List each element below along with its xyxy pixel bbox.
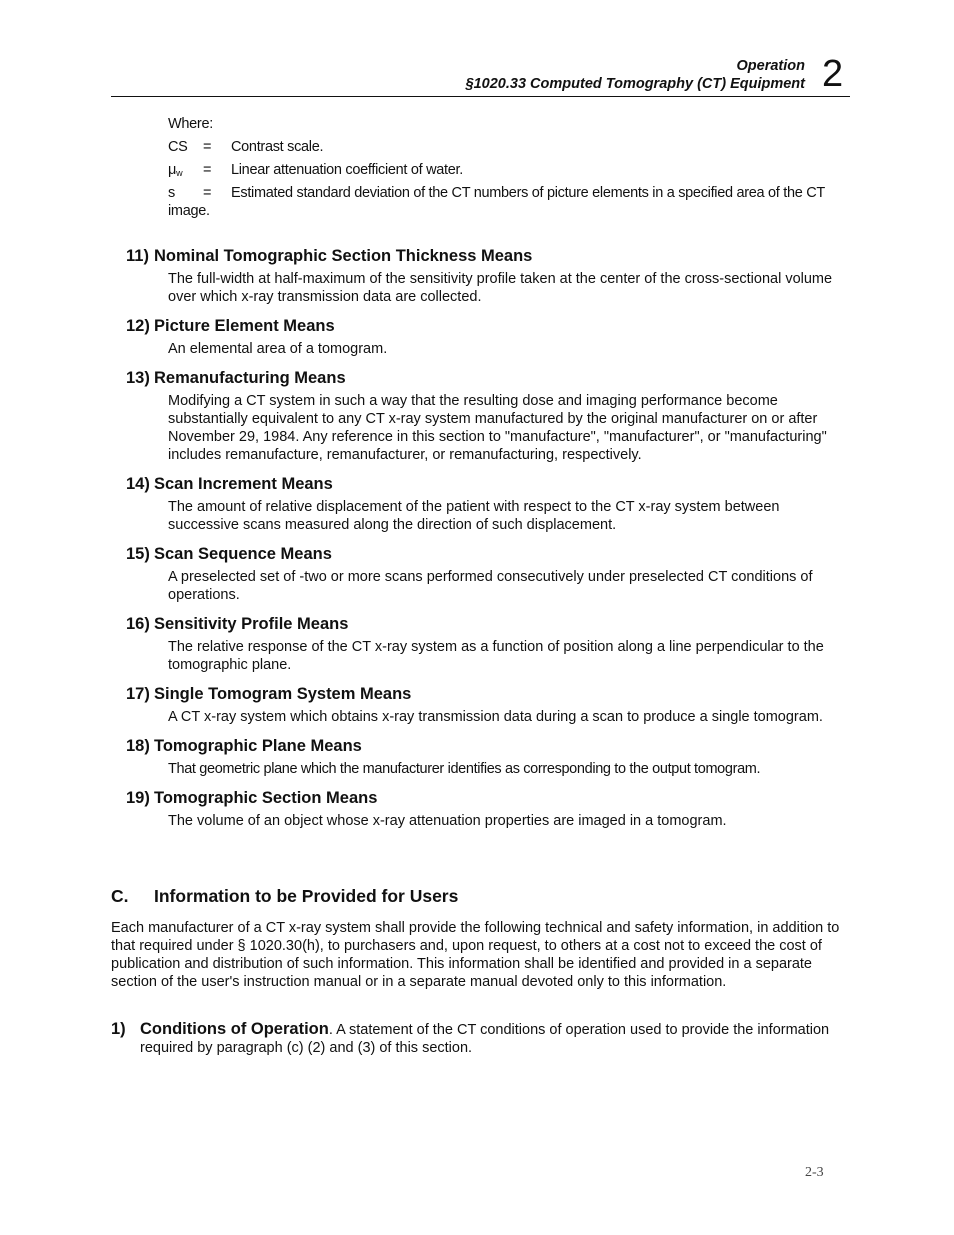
definition-heading xyxy=(126,246,838,266)
equals-sign: = xyxy=(203,139,212,155)
definition-number: 19) xyxy=(126,789,150,807)
item-text-block xyxy=(140,1020,846,1057)
definition-heading xyxy=(126,788,838,808)
term-symbol xyxy=(168,161,182,182)
definition-item xyxy=(126,684,838,726)
definition-title: Scan Increment Means xyxy=(154,475,333,493)
definition-heading xyxy=(126,544,838,564)
definition-number: 16) xyxy=(126,615,150,633)
definition-item xyxy=(126,368,838,464)
header-section: Operation xyxy=(736,58,805,74)
term-definition: Contrast scale. xyxy=(231,139,324,155)
definition-body: The relative response of the CT x-ray system as a function of position along a line perpendicular to the tomographic plane. xyxy=(168,639,824,673)
definition-number: 11) xyxy=(126,247,149,265)
where-label: Where: xyxy=(168,116,213,132)
definition-body: A preselected set of -two or more scans performed consecutively under preselected CT conditions of operations. xyxy=(168,569,813,603)
definition-title: Tomographic Plane Means xyxy=(154,737,362,755)
definition-title: Remanufacturing Means xyxy=(154,369,346,387)
item-text: . A statement of the CT conditions of operation used to provide the information required by paragraph (c) (2) and (3) of this section. xyxy=(140,1022,830,1056)
header-subsection: §1020.33 Computed Tomography (CT) Equipment xyxy=(465,76,805,92)
definition-item xyxy=(126,316,838,358)
definition-number: 13) xyxy=(126,369,150,387)
item-number: 1) xyxy=(111,1020,126,1038)
definition-heading xyxy=(126,684,838,704)
section-letter: C. xyxy=(111,886,129,906)
where-term xyxy=(168,138,838,156)
definition-body: An elemental area of a tomogram. xyxy=(168,341,388,357)
definition-heading xyxy=(126,368,838,388)
term-definition: Estimated standard deviation of the CT numbers of picture elements in a specified area of the CT image. xyxy=(168,185,825,219)
mu-symbol: μ xyxy=(168,162,177,178)
where-term xyxy=(168,184,838,220)
definition-number: 14) xyxy=(126,475,150,493)
numbered-item xyxy=(111,1020,846,1057)
definition-title: Picture Element Means xyxy=(154,317,335,335)
definition-number: 15) xyxy=(126,545,150,563)
definition-body: The volume of an object whose x-ray attenuation properties are imaged in a tomogram. xyxy=(168,813,727,829)
definition-body: Modifying a CT system in such a way that the resulting dose and imaging performance become substantially equivalent to any CT x-ray system manufactured by the original manufacturer on or after November 29, 1984. Any reference in this section to "manufacture", "manufacturer", or "manufacturing" includes remanufacture, remanufacturer, or remanufacturing, respectively. xyxy=(168,393,827,463)
definition-item xyxy=(126,736,838,778)
term-definition: Linear attenuation coefficient of water. xyxy=(231,162,463,178)
definition-item xyxy=(126,614,838,674)
definition-body: That geometric plane which the manufacturer identifies as corresponding to the output tomogram. xyxy=(168,761,761,777)
where-block xyxy=(168,115,838,225)
term-symbol: CS xyxy=(168,139,188,155)
definition-heading xyxy=(126,614,838,634)
definition-number: 18) xyxy=(126,737,150,755)
definition-heading xyxy=(126,316,838,336)
page-number: 2-3 xyxy=(805,1165,824,1180)
definition-item xyxy=(126,788,838,830)
definition-item xyxy=(126,474,838,534)
section-paragraph: Each manufacturer of a CT x-ray system shall provide the following technical and safety information, in addition to that required under § 1020.30(h), to purchasers and, upon request, to others at a cost not to exceed the cost of publication and distribution of such information. This information shall be identified and provided in a separate section of the user's instruction manual or in a separate manual devoted only to this information. xyxy=(111,920,840,990)
definition-title: Scan Sequence Means xyxy=(154,545,332,563)
definition-body: A CT x-ray system which obtains x-ray transmission data during a scan to produce a single tomogram. xyxy=(168,709,823,725)
definition-title: Tomographic Section Means xyxy=(154,789,378,807)
where-term xyxy=(168,161,838,179)
item-title: Conditions of Operation xyxy=(140,1020,329,1038)
definition-title: Single Tomogram System Means xyxy=(154,685,412,703)
definitions-list xyxy=(126,246,838,840)
definition-item xyxy=(126,544,838,604)
definition-title: Nominal Tomographic Section Thickness Means xyxy=(154,247,533,265)
definition-heading xyxy=(126,736,838,756)
section-heading xyxy=(111,885,458,907)
definition-heading xyxy=(126,474,838,494)
header-rule xyxy=(111,96,850,97)
chapter-number: 2 xyxy=(822,53,844,95)
equals-sign: = xyxy=(203,162,212,178)
mu-subscript: w xyxy=(176,168,183,178)
definition-title: Sensitivity Profile Means xyxy=(154,615,349,633)
definition-number: 17) xyxy=(126,685,150,703)
definition-item xyxy=(126,246,838,306)
running-header xyxy=(466,57,805,93)
section-title: Information to be Provided for Users xyxy=(154,886,459,906)
definition-body: The amount of relative displacement of the patient with respect to the CT x-ray system between successive scans measured along the direction of such displacement. xyxy=(168,499,780,533)
definition-body: The full-width at half-maximum of the sensitivity profile taken at the center of the cross-sectional volume over which x-ray transmission data are collected. xyxy=(168,271,833,305)
equals-sign: = xyxy=(203,185,212,201)
definition-number: 12) xyxy=(126,317,150,335)
term-symbol: s xyxy=(168,185,175,201)
